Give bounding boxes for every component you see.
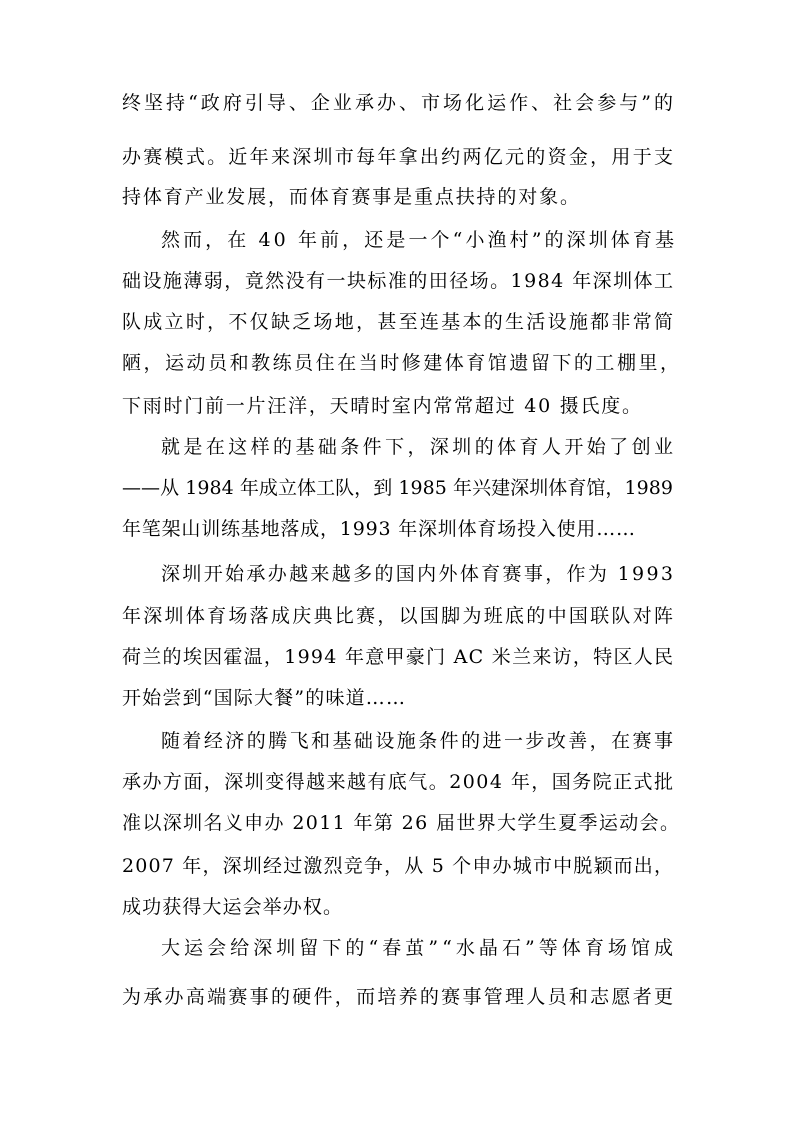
text-line — [0, 683, 794, 713]
text-line — [0, 933, 794, 963]
text-line — [0, 892, 794, 922]
paragraph-text: 然而，在 40 年前，还是一个“小渔村”的深圳体育基 — [161, 229, 678, 251]
paragraph-text: 随着经济的腾飞和基础设施条件的进一步改善，在赛事 — [161, 730, 676, 752]
text-line — [0, 391, 794, 421]
paragraph-text: 荷兰的埃因霍温，1994 年意甲豪门 AC 米兰来访，特区人民 — [122, 646, 675, 668]
paragraph-text: ——从 1984 年成立体工队，到 1985 年兴建深圳体育馆，1989 — [122, 477, 674, 499]
text-line — [0, 473, 794, 503]
paragraph-text: 终坚持“政府引导、企业承办、市场化运作、社会参与”的 — [122, 92, 676, 114]
text-line — [0, 767, 794, 797]
paragraph-text: 2007 年，深圳经过激烈竞争，从 5 个申办城市中脱颖而出， — [122, 855, 675, 877]
text-line — [0, 88, 794, 118]
paragraph-text: 办赛模式。近年来深圳市每年拿出约两亿元的资金，用于支 — [122, 146, 676, 168]
paragraph-text: 础设施薄弱，竟然没有一块标准的田径场。1984 年深圳体工 — [122, 270, 675, 292]
text-line — [0, 348, 794, 378]
paragraph-text: 深圳开始承办越来越多的国内外体育赛事，作为 1993 — [161, 563, 676, 585]
paragraph-text: 就是在这样的基础条件下，深圳的体育人开始了创业 — [161, 436, 677, 458]
text-line — [0, 982, 794, 1012]
paragraph-text: 准以深圳名义申办 2011 年第 26 届世界大学生夏季运动会。 — [122, 812, 681, 834]
text-line — [0, 808, 794, 838]
text-line — [0, 559, 794, 589]
paragraph-text: 年深圳体育场落成庆典比赛，以国脚为班底的中国联队对阵 — [122, 605, 676, 627]
text-line — [0, 514, 794, 544]
paragraph-text: 陋，运动员和教练员住在当时修建体育馆遗留下的工棚里， — [122, 352, 682, 374]
text-line — [0, 182, 794, 212]
paragraph-text: 年笔架山训练基地落成，1993 年深圳体育场投入使用…… — [122, 518, 636, 540]
paragraph-text: 为承办高端赛事的硬件，而培养的赛事管理人员和志愿者更 — [122, 986, 676, 1008]
text-line — [0, 601, 794, 631]
paragraph-text: 持体育产业发展，而体育赛事是重点扶持的对象。 — [122, 186, 581, 208]
text-line — [0, 266, 794, 296]
paragraph-text: 队成立时，不仅缺乏场地，甚至连基本的生活设施都非常简 — [122, 311, 676, 333]
text-line — [0, 432, 794, 462]
text-line — [0, 642, 794, 672]
paragraph-text: 大运会给深圳留下的“春茧”“水晶石”等体育场馆成 — [161, 937, 678, 959]
paragraph-text: 承办方面，深圳变得越来越有底气。2004 年，国务院正式批 — [122, 771, 675, 793]
text-line — [0, 726, 794, 756]
paragraph-text: 成功获得大运会举办权。 — [122, 896, 344, 918]
text-line — [0, 307, 794, 337]
text-line — [0, 142, 794, 172]
text-line — [0, 225, 794, 255]
text-line — [0, 851, 794, 881]
paragraph-text: 开始尝到“国际大餐”的味道…… — [122, 687, 407, 709]
paragraph-text: 下雨时门前一片汪洋，天晴时室内常常超过 40 摄氏度。 — [122, 395, 643, 417]
